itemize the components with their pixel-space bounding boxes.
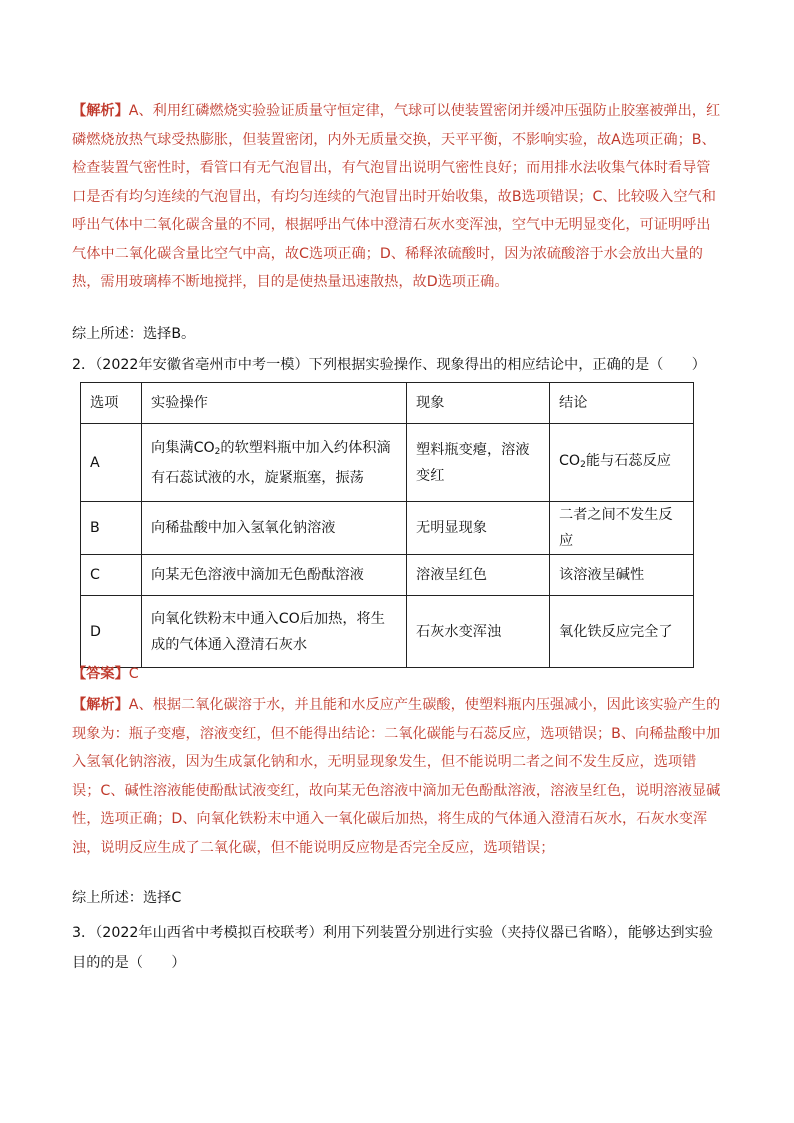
row-option: D <box>81 596 142 668</box>
answer-line <box>72 660 722 689</box>
table-row <box>81 502 694 555</box>
row-option: A <box>81 424 142 502</box>
row-phenomenon: 石灰水变浑浊 <box>407 596 550 668</box>
prev-analysis <box>72 97 722 297</box>
row-conclusion: 二者之间不发生反应 <box>550 502 694 555</box>
header-conclusion: 结论 <box>550 383 694 424</box>
question-2-stem: 2．（2022年安徽省亳州市中考一模）下列根据实验操作、现象得出的相应结论中，正确的是（ ） <box>72 357 706 373</box>
row-operation: 向氧化铁粉末中通入CO后加热，将生成的气体通入澄清石灰水 <box>142 596 407 668</box>
question-2-table <box>80 382 694 668</box>
table-row <box>81 555 694 596</box>
row-conclusion: 氧化铁反应完全了 <box>550 596 694 668</box>
question-2-analysis <box>72 691 722 862</box>
row-operation: 向稀盐酸中加入氢氧化钠溶液 <box>142 502 407 555</box>
question-3-stem: 3．（2022年山西省中考模拟百校联考）利用下列装置分别进行实验（夹持仪器已省略），能够达到实验目的的是（ ） <box>72 925 713 971</box>
analysis-label: 【解析】 <box>72 697 129 713</box>
header-option: 选项 <box>81 383 142 424</box>
row-phenomenon: 溶液呈红色 <box>407 555 550 596</box>
analysis-label: 【解析】 <box>72 103 129 119</box>
row-conclusion: 该溶液呈碱性 <box>550 555 694 596</box>
header-phenomenon: 现象 <box>407 383 550 424</box>
header-operation: 实验操作 <box>142 383 407 424</box>
analysis-text: A、利用红磷燃烧实验验证质量守恒定律，气球可以使装置密闭并缓冲压强防止胶塞被弹出，红磷燃烧放热气球受热膨胀，但装置密闭，内外无质量交换，天平平衡，不影响实验，故A选项正确；B、检查装置气密性时，看管口有无气泡冒出，有气泡冒出说明气密性良好；而用排水法收集气体时看导管口是否有均匀连续的气泡冒出，有均匀连续的气泡冒出时开始收集，故B选项错误；C、比较吸入空气和呼出气体中二氧化碳含量的不同，根据呼出气体中澄清石灰水变浑浊，空气中无明显变化，可证明呼出气体中二氧化碳含量比空气中高，故C选项正确；D、稀释浓硫酸时，因为浓硫酸溶于水会放出大量的热，需用玻璃棒不断地搅拌，目的是使热量迅速散热，故D选项正确。 <box>72 103 721 290</box>
row-option: B <box>81 502 142 555</box>
table-row <box>81 596 694 668</box>
row-phenomenon: 塑料瓶变瘪，溶液变红 <box>407 424 550 502</box>
row-conclusion: $CO_2$能与石蕊反应 <box>550 424 694 502</box>
row-option: C <box>81 555 142 596</box>
answer-value: C <box>128 666 139 682</box>
row-phenomenon: 无明显现象 <box>407 502 550 555</box>
row-operation: 向某无色溶液中滴加无色酚酞溶液 <box>142 555 407 596</box>
prev-summary: 综上所述：选择B。 <box>72 326 196 342</box>
table-row <box>81 424 694 502</box>
analysis-text: A、根据二氧化碳溶于水，并且能和水反应产生碳酸，使塑料瓶内压强减小，因此该实验产生的现象为：瓶子变瘪，溶液变红，但不能得出结论：二氧化碳能与石蕊反应，选项错误；B、向稀盐酸中加入氢氧化钠溶液，因为生成氯化钠和水，无明显现象发生，但不能说明二者之间不发生反应，选项错误；C、碱性溶液能使酚酞试液变红，故向某无色溶液中滴加无色酚酞溶液，溶液呈红色，说明溶液显碱性，选项正确；D、向氧化铁粉末中通入一氧化碳后加热，将生成的气体通入澄清石灰水，石灰水变浑浊，说明反应生成了二氧化碳，但不能说明反应物是否完全反应，选项错误； <box>72 697 721 856</box>
question-2-summary: 综上所述：选择C <box>72 890 182 906</box>
answer-label: 【答案】 <box>72 666 129 682</box>
row-operation: 向集满$CO_2$的软塑料瓶中加入约体积滴有石蕊试液的水，旋紧瓶塞，振荡 <box>142 424 407 502</box>
table-header-row <box>81 383 694 424</box>
